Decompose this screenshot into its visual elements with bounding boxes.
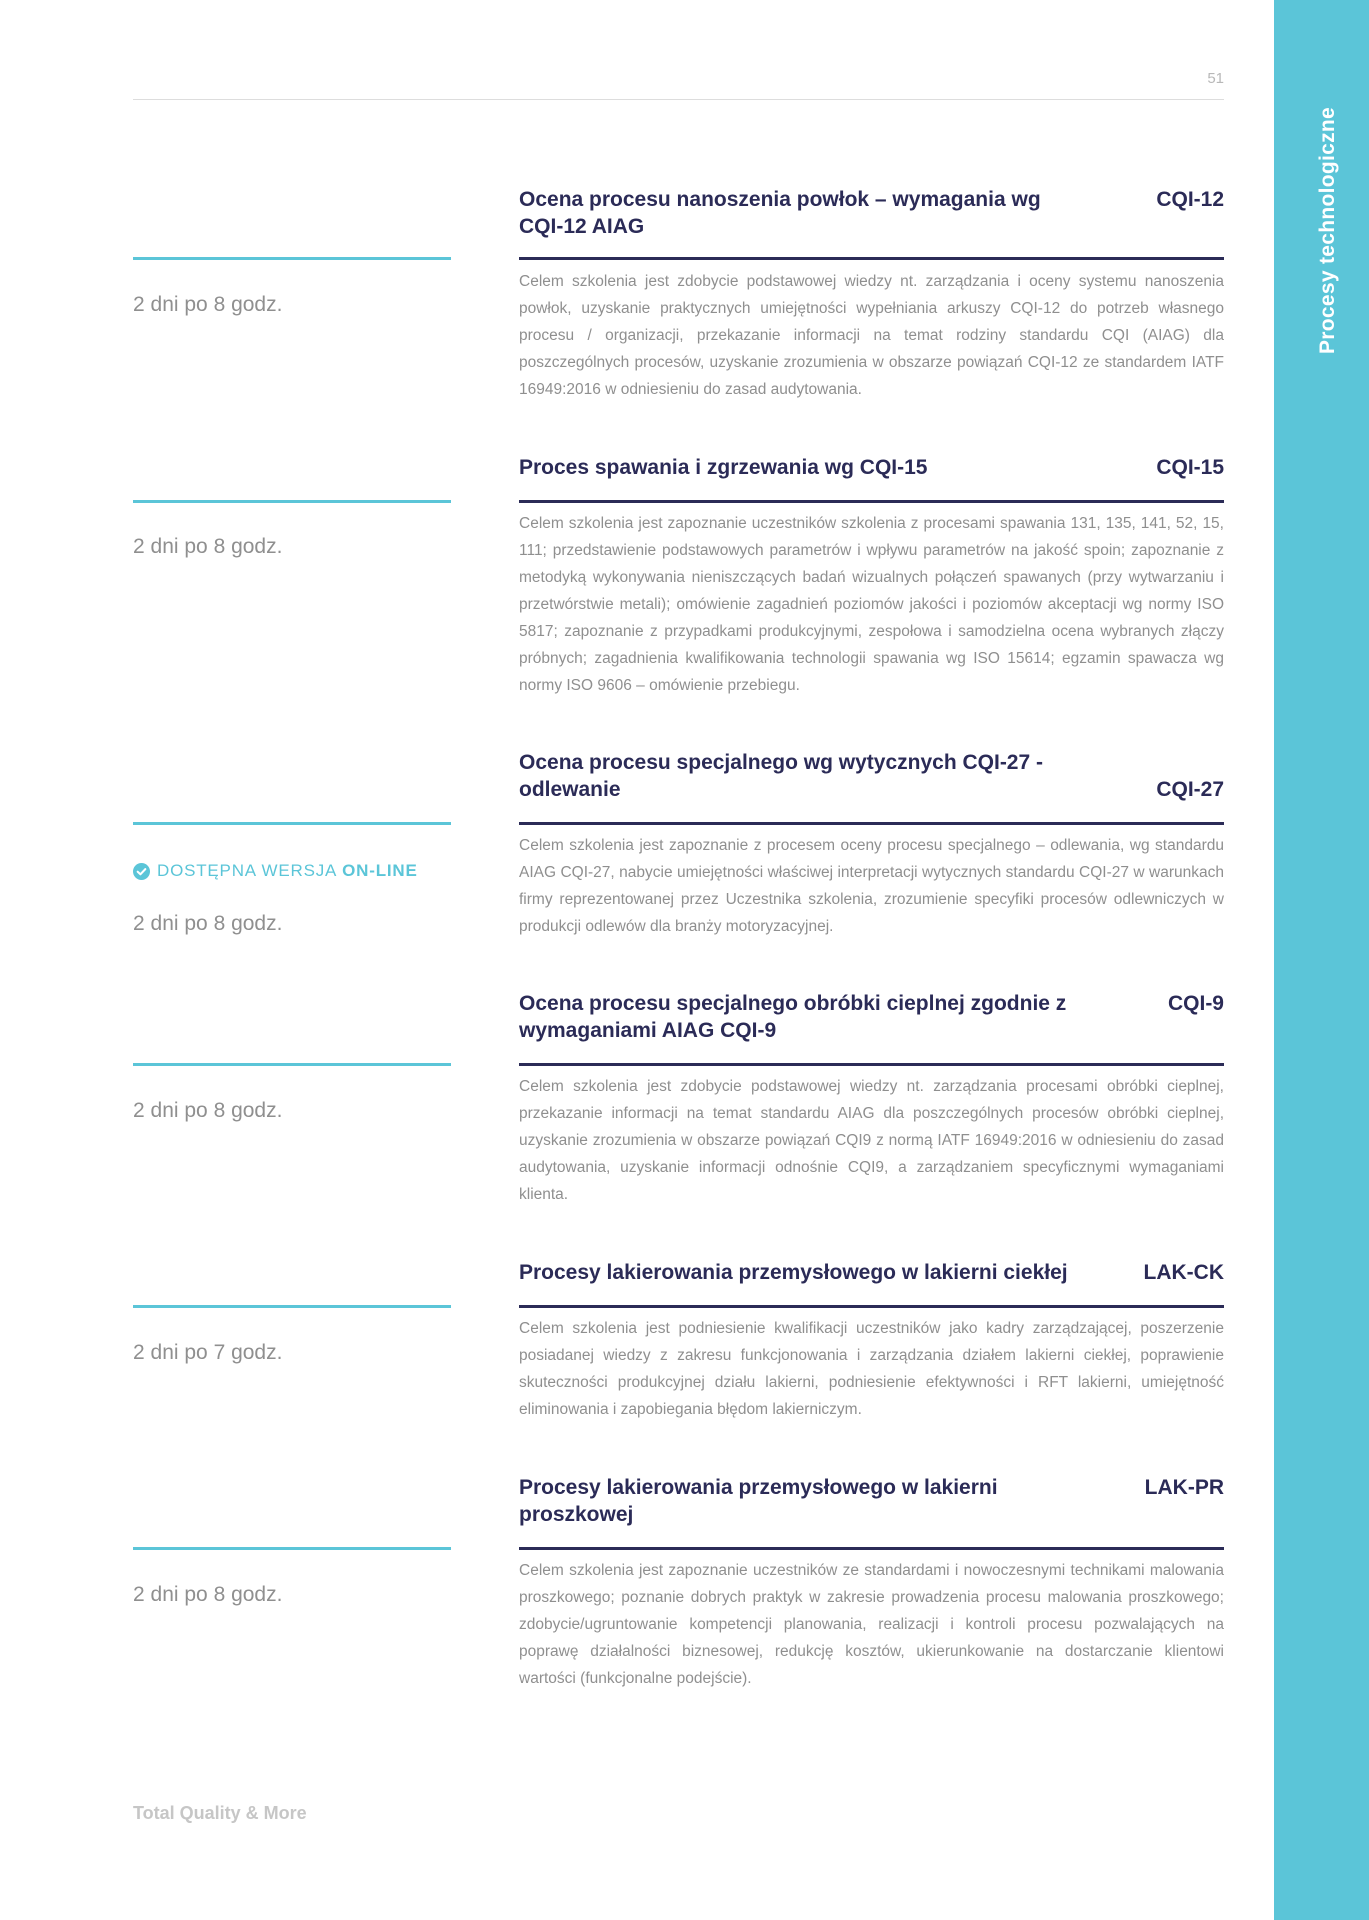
footer-brand: Total Quality & More xyxy=(133,1803,307,1823)
course-title: Proces spawania i zgrzewania wg CQI-15 xyxy=(519,456,928,479)
header-divider xyxy=(133,99,1224,100)
section-divider-right xyxy=(519,257,1224,260)
course-duration: 2 dni po 8 godz. xyxy=(133,1099,283,1122)
course-duration: 2 dni po 8 godz. xyxy=(133,1583,283,1606)
course-title: Ocena procesu nanoszenia powłok – wymagania wg CQI-12 AIAG xyxy=(519,188,1041,238)
course-title: Procesy lakierowania przemysłowego w lakierni ciekłej xyxy=(519,1261,1068,1284)
section-divider-left xyxy=(133,1547,451,1550)
course-description: Celem szkolenia jest zapoznanie z procesem oceny procesu specjalnego – odlewania, wg standardu AIAG CQI-27, nabycie umiejętności właściwej interpretacji wytycznych standardu CQI-27 w warunkach firmy reprezentowanej przez Uczestnika szkolenia, zrozumienie specyfiki procesów odlewniczych w produkcji odlewów dla branży motoryzacyjnej. xyxy=(519,837,1224,935)
course-duration: 2 dni po 8 godz. xyxy=(133,535,283,558)
online-version-badge xyxy=(133,860,418,882)
online-badge-highlight: ON-LINE xyxy=(342,861,418,880)
course-title: Ocena procesu specjalnego wg wytycznych CQI-27 - odlewanie xyxy=(519,751,1043,801)
section-divider-left xyxy=(133,822,451,825)
course-code: CQI-15 xyxy=(1156,456,1224,479)
course-duration: 2 dni po 7 godz. xyxy=(133,1341,283,1364)
section-divider-right xyxy=(519,822,1224,825)
section-divider-right xyxy=(519,1547,1224,1550)
section-divider-left xyxy=(133,1305,451,1308)
section-divider-left xyxy=(133,1063,451,1066)
course-title: Procesy lakierowania przemysłowego w lakierni proszkowej xyxy=(519,1476,998,1526)
course-description: Celem szkolenia jest zapoznanie uczestników szkolenia z procesami spawania 131, 135, 141, 52, 15, 111; przedstawienie podstawowych parametrów i wpływu parametrów na jakość spoin; zapoznanie z metodyką wykonywania nieniszczących badań wizualnych połączeń spawanych (przy wytwarzaniu i przetwórstwie metali); omówienie zagadnień poziomów jakości i poziomów akceptacji wg normy ISO 5817; zapoznanie z przypadkami produkcyjnymi, zespołowa i samodzielna ocena wybranych złączy próbnych; zagadnienia kwalifikowania technologii spawania wg ISO 15614; egzamin spawacza wg normy ISO 9606 – omówienie przebiegu. xyxy=(519,515,1224,694)
course-duration: 2 dni po 8 godz. xyxy=(133,912,283,935)
course-duration: 2 dni po 8 godz. xyxy=(133,293,283,316)
section-divider-right xyxy=(519,500,1224,503)
check-circle-icon xyxy=(133,863,150,880)
course-description: Celem szkolenia jest podniesienie kwalifikacji uczestników jako kadry zarządzającej, poszerzenie posiadanej wiedzy z zakresu funkcjonowania i zarządzania działem lakierni ciekłej, poprawienie skuteczności produkcyjnej działu lakierni, podniesienie efektywności i RFT lakierni, umiejętność eliminowania i zapobiegania błędom lakierniczym. xyxy=(519,1320,1224,1418)
course-code: CQI-9 xyxy=(1167,992,1224,1015)
section-divider-left xyxy=(133,257,451,260)
course-code: LAK-CK xyxy=(1143,1261,1224,1284)
sidebar-label: Procesy technologiczne xyxy=(1316,106,1339,354)
section-divider-right xyxy=(519,1063,1224,1066)
course-code: CQI-27 xyxy=(1156,778,1224,801)
course-description: Celem szkolenia jest zdobycie podstawowej wiedzy nt. zarządzania procesami obróbki cieplnej, przekazanie informacji na temat standardu AIAG dla poszczególnych procesów obróbki cieplnej, uzyskanie zrozumienia w obszarze powiązań CQI9 z normą IATF 16949:2016 w odniesieniu do zasad audytowania, uzyskanie informacji odnośnie CQI9, a zarządzaniem specyficznymi wymaganiami klienta. xyxy=(519,1078,1224,1203)
course-code: LAK-PR xyxy=(1144,1476,1224,1499)
course-description: Celem szkolenia jest zapoznanie uczestników ze standardami i nowoczesnymi technikami malowania proszkowego; poznanie dobrych praktyk w zakresie prowadzenia procesu malowania proszkowego; zdobycie/ugruntowanie kompetencji planowania, realizacji i kontroli procesu pozwalających na poprawę działalności biznesowej, redukcję kosztów, ukierunkowanie na dostarczanie klientowi wartości (funkcjonalne podejście). xyxy=(519,1562,1224,1687)
page-number: 51 xyxy=(1207,70,1224,87)
course-description: Celem szkolenia jest zdobycie podstawowej wiedzy nt. zarządzania i oceny systemu nanoszenia powłok, uzyskanie praktycznych umiejętności wypełniania arkuszy CQI-12 do potrzeb własnego procesu / organizacji, przekazanie informacji na temat rodziny standardu CQI (AIAG) dla poszczególnych procesów, uzyskanie zrozumienia w obszarze powiązań CQI-12 ze standardem IATF 16949:2016 w odniesieniu do zasad audytowania. xyxy=(519,273,1224,398)
section-divider-left xyxy=(133,500,451,503)
course-code: CQI-12 xyxy=(1156,188,1224,211)
online-badge-prefix: DOSTĘPNA WERSJA xyxy=(157,861,338,880)
section-divider-right xyxy=(519,1305,1224,1308)
course-title: Ocena procesu specjalnego obróbki cieplnej zgodnie z wymaganiami AIAG CQI-9 xyxy=(519,992,1067,1042)
